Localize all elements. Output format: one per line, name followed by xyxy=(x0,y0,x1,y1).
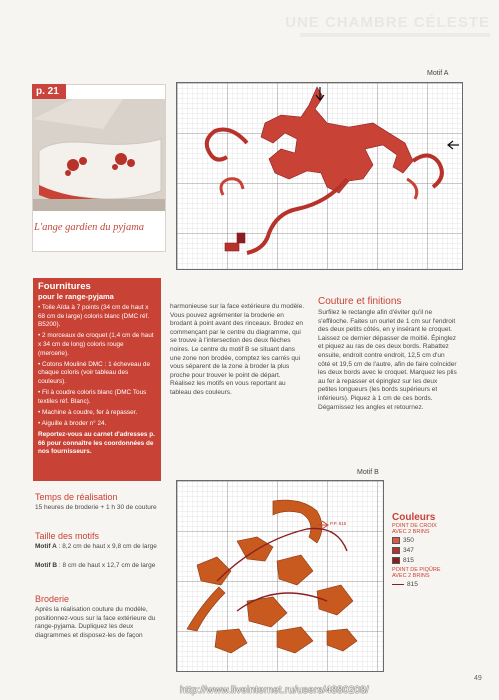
taille-b-label: Motif B xyxy=(35,562,58,569)
motif-a-grid xyxy=(177,83,462,269)
taille-title: Taille des motifs xyxy=(35,531,100,541)
supplies-note: Reportez-vous au carnet d'adresses p. 66 pour connaître les coordonnées de nos fournisseurs. xyxy=(38,431,155,456)
pillow-illustration xyxy=(33,99,165,211)
couture-title: Couture et finitions xyxy=(318,296,402,307)
supplies-item: • Aiguille à broder n° 24. xyxy=(38,420,107,428)
temps-title: Temps de réalisation xyxy=(35,492,118,502)
supplies-item: • Machine à coudre, fer à repasser. xyxy=(38,408,138,416)
color-legend xyxy=(392,512,462,589)
swatch-347 xyxy=(392,547,400,554)
swatch-350 xyxy=(392,537,400,544)
cross-stitch-sub: AVEC 2 BRINS xyxy=(392,529,430,535)
temps-text: 15 heures de broderie + 1 h 30 de couture xyxy=(35,504,157,511)
chart-marker-label: P.P. 815 xyxy=(330,521,347,526)
legend-row-815 xyxy=(392,555,462,565)
product-photo xyxy=(33,99,165,211)
broderie-title: Broderie xyxy=(35,594,70,604)
code-815: 815 xyxy=(403,556,414,564)
legend-row-backstitch xyxy=(392,579,462,589)
motif-b-grid xyxy=(177,481,383,671)
taille-a-text: : 8,2 cm de haut x 9,8 cm de large xyxy=(56,543,157,550)
backstitch-line-swatch xyxy=(392,584,404,585)
motif-a-title: Motif A xyxy=(427,70,449,77)
backstitch-label: POINT DE PIQÛRE xyxy=(392,567,441,573)
code-350: 350 xyxy=(403,536,414,544)
supplies-subtitle: pour le range-pyjama xyxy=(38,292,114,301)
supplies-item: • Toile Aïda à 7 points (34 cm de haut x 68 cm de large) coloris blanc (DMC réf. B5200). xyxy=(38,304,150,329)
taille-motif-b xyxy=(35,562,160,571)
legend-title: Couleurs xyxy=(392,512,436,523)
taille-motif-a xyxy=(35,543,160,552)
supplies-item: • Cotons Mouliné DMC : 1 écheveau de chaque coloris (voir tableau des couleurs). xyxy=(38,360,151,385)
page-number: 49 xyxy=(474,675,482,682)
code-347: 347 xyxy=(403,546,414,554)
header-rule xyxy=(300,33,490,37)
photo-caption: L'ange gardien du pyjama xyxy=(34,222,145,233)
taille-b-text: : 8 cm de haut x 12,7 cm de large xyxy=(57,562,156,569)
supplies-box xyxy=(33,278,161,481)
cross-stitch-label: POINT DE CROIX xyxy=(392,523,437,529)
broderie-text: Après la réalisation couture du modèle, positionnez-vous sur la face extérieure du range-pyjama. Dupliquez les deux diagrammes et disposez-les de façon xyxy=(35,606,156,639)
legend-row-350 xyxy=(392,535,462,545)
couture-text: Surfilez le rectangle afin d'éviter qu'il ne s'effiloche. Faites un ourlet de 1 cm sur l'endroit des deux petits côtés, en y insérant le croquet. Laissez ce dernier dépasser de moitié. Épinglez et piquez au ras de ces deux bords. Rabattez ensuite, endroit contre endroit, 12,5 cm d'un côté et 19,5 cm de l'autre, afin de faire coïncider les deux bords avec le croquet. Marquez les plis au fer à repasser et épinglez sur les deux petites longueurs (les bords supérieurs et inférieurs). Piquez à 1 cm de ces bords. Dégarnissez les angles et retournez. xyxy=(318,309,457,411)
backstitch-code: 815 xyxy=(407,580,418,588)
page-reference-badge: p. 21 xyxy=(32,84,66,99)
legend-row-347 xyxy=(392,545,462,555)
motif-a-chart xyxy=(176,82,463,270)
swatch-815 xyxy=(392,557,400,564)
embroidery-instructions: harmonieuse sur la face extérieure du modèle. Vous pouvez agrémenter la broderie en brodant à point avant des rinceaux. Brodez en commençant par le centre du diagramme, qui se trouve à l'intersection des deux flèches noires. Le centre du motif B se situant dans une zone non brodée, comptez les carrés qui vous séparent de la zone à broder la plus proche pour trouver le point de départ. Réalisez les motifs en vous reportant au tableau des couleurs. xyxy=(170,303,305,396)
supplies-item: • Fil à coudre coloris blanc (DMC Tous textiles réf. Blanc). xyxy=(38,389,147,405)
motif-b-title: Motif B xyxy=(357,469,379,476)
watermark-url: http://www.liveinternet.ru/users/4880208/ xyxy=(180,685,369,696)
motif-b-chart xyxy=(176,480,384,672)
supplies-item: • 2 morceaux de croquet (1,4 cm de haut x 34 cm de long) coloris rouge (mercerie). xyxy=(38,332,154,357)
supplies-title: Fournitures xyxy=(38,281,91,292)
taille-a-label: Motif A xyxy=(35,543,57,550)
backstitch-sub: AVEC 2 BRINS xyxy=(392,573,430,579)
page-header-title: UNE CHAMBRE CÉLESTE xyxy=(285,14,490,31)
